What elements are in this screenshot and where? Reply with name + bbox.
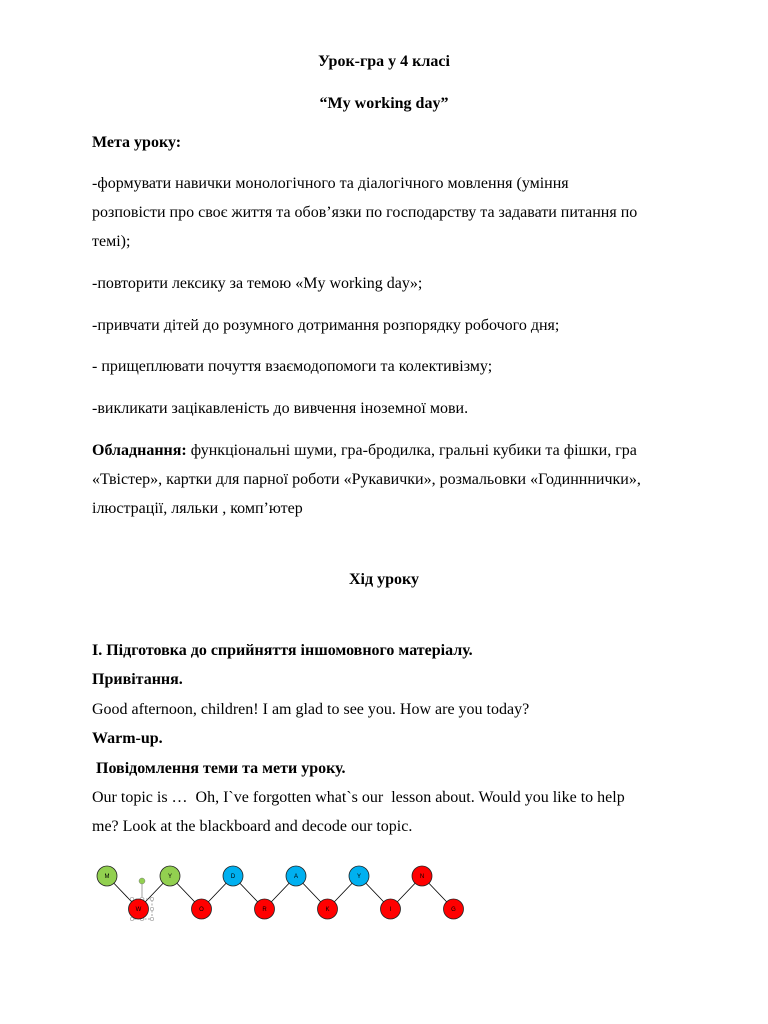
diagram-connectors (104, 874, 454, 909)
letter-node (192, 899, 212, 919)
letter-node (160, 866, 180, 886)
letter-node-label: M (104, 874, 110, 880)
greeting-text: Good afternoon, children! I am glad to see you. How are you today? (92, 701, 530, 718)
letter-node (412, 866, 432, 886)
lesson-title: Урок-гра у 4 класі (318, 53, 450, 70)
letter-node (129, 899, 149, 919)
letter-node-label: Y (167, 874, 173, 880)
letter-node (349, 866, 369, 886)
equipment-text-1: функціональні шуми, гра-бродилка, гральні кубики та фішки, гра (186, 442, 637, 459)
goal-5: -викликати зацікавленість до вивчення іноземної мови. (92, 400, 469, 417)
equipment-line-2: «Твістер», картки для парної роботи «Рукавички», розмальовки «Годинннички», (92, 471, 641, 488)
letter-node-label: O (199, 907, 204, 913)
letter-node (223, 866, 243, 886)
equipment-line-1 (92, 442, 637, 460)
letter-node-label: W (135, 907, 142, 913)
letter-node-label: D (230, 874, 236, 880)
course-heading: Хід уроку (349, 571, 419, 588)
goal-3: -привчати дітей до розумного дотримання розпорядку робочого дня; (92, 317, 560, 334)
letter-node-label: I (389, 907, 392, 913)
letter-node (97, 866, 117, 886)
topic-line-2: me? Look at the blackboard and decode our topic. (92, 818, 413, 835)
warmup-heading: Warm-up. (92, 730, 163, 747)
letter-node (255, 899, 275, 919)
lesson-subtitle: “My working day” (319, 95, 449, 112)
letter-node-label: A (293, 874, 299, 880)
topic-heading: Повідомлення теми та мети уроку. (92, 760, 346, 777)
letter-node-label: K (325, 907, 330, 913)
letter-node-label: G (451, 907, 456, 913)
letter-node-label: N (419, 874, 425, 880)
letter-node (286, 866, 306, 886)
letter-node-label: R (262, 907, 267, 913)
goal-1-line-1: -формувати навички монологічного та діалогічного мовлення (уміння (92, 175, 569, 192)
letter-node-label: Y (356, 874, 362, 880)
goal-4: - прищеплювати почуття взаємодопомоги та колективізму; (92, 358, 493, 375)
decode-diagram (92, 852, 492, 932)
greeting-heading: Привітання. (92, 671, 183, 688)
goal-1-line-3: темі); (92, 233, 131, 250)
letter-node (318, 899, 338, 919)
goal-2: -повторити лексику за темою «My working day»; (92, 275, 423, 292)
section1-heading: I. Підготовка до сприйняття іншомовного матеріалу. (92, 642, 473, 659)
goal-heading: Мета уроку: (92, 134, 182, 151)
topic-line-1: Our topic is … Oh, I`ve forgotten what`s our lesson about. Would you like to help (92, 789, 625, 806)
goal-1-line-2: розповісти про своє життя та обов’язки по господарству та задавати питання по (92, 204, 638, 221)
equipment-line-3: ілюстрації, ляльки , комп’ютер (92, 500, 303, 517)
letter-node (444, 899, 464, 919)
equipment-label: Обладнання: (92, 442, 187, 459)
letter-node (381, 899, 401, 919)
